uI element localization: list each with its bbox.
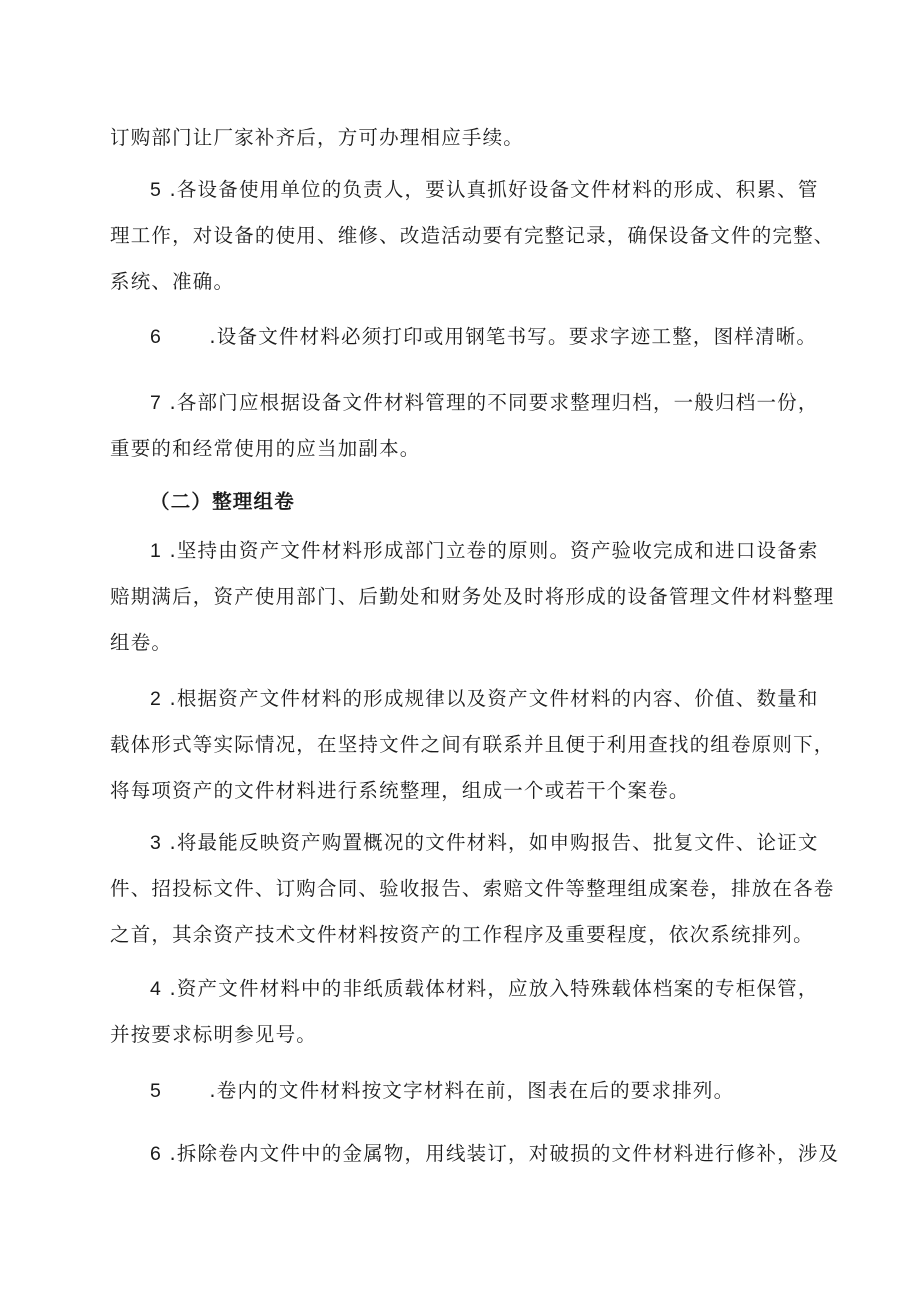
list-item-line: 7 .各部门应根据设备文件材料管理的不同要求整理归档，一般归档一份， xyxy=(150,389,819,417)
list-item-line: 之首，其余资产技术文件材料按资产的工作程序及重要程度，依次系统排列。 xyxy=(110,923,814,946)
continuation-line: 订购部门让厂家补齐后，方可办理相应手续。 xyxy=(110,126,525,149)
item-number: 6 xyxy=(150,1143,163,1165)
item-number: 2 xyxy=(150,688,163,710)
section-heading: （二）整理组卷 xyxy=(150,490,295,513)
list-item-line: 4 .资产文件材料中的非纸质载体材料，应放入特殊载体档案的专柜保管， xyxy=(150,975,819,1003)
list-item-line: 组卷。 xyxy=(110,631,173,654)
item-number: 7 xyxy=(150,392,163,414)
list-item-line: 6 .设备文件材料必须打印或用钢笔书写。要求字迹工整，图样清晰。 xyxy=(150,323,817,351)
list-item-line: 5 .卷内的文件材料按文字材料在前，图表在后的要求排列。 xyxy=(150,1077,734,1105)
list-item-line: 2 .根据资产文件材料的形成规律以及资产文件材料的内容、价值、数量和 xyxy=(150,685,819,713)
list-item-line: 载体形式等实际情况，在坚持文件之间有联系并且便于利用查找的组卷原则下， xyxy=(110,733,835,756)
item-number: 6 xyxy=(150,326,163,348)
list-item-line: 赔期满后，资产使用部门、后勤处和财务处及时将形成的设备管理文件材料整理 xyxy=(110,585,835,608)
item-number: 5 xyxy=(150,179,163,201)
list-item-line: 3 .将最能反映资产购置概况的文件材料，如申购报告、批复文件、论证文 xyxy=(150,829,819,857)
item-number: 1 xyxy=(150,540,163,562)
list-item-line: 理工作，对设备的使用、维修、改造活动要有完整记录，确保设备文件的完整、 xyxy=(110,224,835,247)
item-number: 4 xyxy=(150,978,163,1000)
item-number: 3 xyxy=(150,832,163,854)
list-item-line: 6 .拆除卷内文件中的金属物，用线装订，对破损的文件材料进行修补，涉及 xyxy=(150,1140,839,1168)
list-item-line: 5 .各设备使用单位的负责人，要认真抓好设备文件材料的形成、积累、管 xyxy=(150,176,819,204)
item-number: 5 xyxy=(150,1080,163,1102)
list-item-line: 将每项资产的文件材料进行系统整理，组成一个或若干个案卷。 xyxy=(110,779,690,802)
list-item-line: 件、招投标文件、订购合同、验收报告、索赔文件等整理组成案卷，排放在各卷 xyxy=(110,877,835,900)
list-item-line: 重要的和经常使用的应当加副本。 xyxy=(110,437,421,460)
list-item-line: 并按要求标明参见号。 xyxy=(110,1023,318,1046)
list-item-line: 系统、准确。 xyxy=(110,270,235,293)
list-item-line: 1 .坚持由资产文件材料形成部门立卷的原则。资产验收完成和进口设备索 xyxy=(150,537,819,565)
